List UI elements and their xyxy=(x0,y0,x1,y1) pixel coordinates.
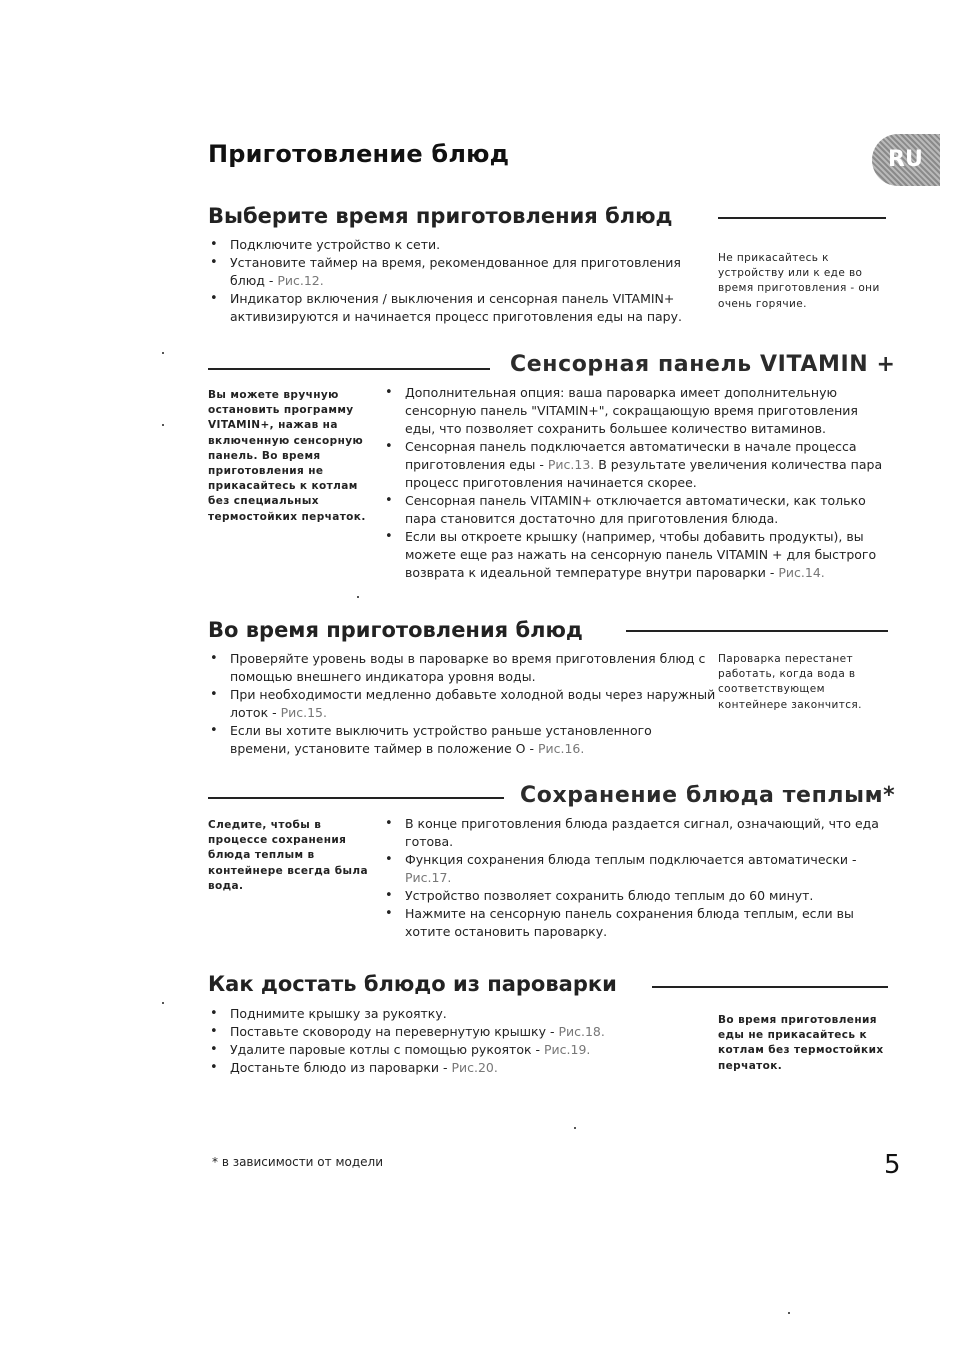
figure-ref: Рис.19. xyxy=(543,1042,591,1057)
scan-speck xyxy=(788,1312,790,1314)
figure-ref: Рис.20. xyxy=(451,1060,498,1075)
list-item: • Поднимите крышку за рукоятку. xyxy=(208,1005,688,1023)
section1-list xyxy=(208,236,686,326)
figure-ref: Рис.17. xyxy=(405,870,452,885)
heading-rule xyxy=(208,797,504,799)
list-item: • Индикатор включения / выключения и сенсорная панель VITAMIN+ активизируются и начинается процесс приготовления еды на пару. xyxy=(208,290,686,326)
list-item: • Подключите устройство к сети. xyxy=(208,236,686,254)
heading-rule xyxy=(626,630,888,632)
page-title: Приготовление блюд xyxy=(208,140,510,168)
list-item: • Если вы хотите выключить устройство раньше установленного времени, установите таймер в положение O - Рис.16. xyxy=(208,722,716,758)
scan-speck xyxy=(574,1127,576,1129)
section-heading-vitamin: Сенсорная панель VITAMIN + xyxy=(510,352,896,377)
section2-list xyxy=(383,384,891,582)
heading-rule xyxy=(208,368,490,370)
list-item: • При необходимости медленно добавьте холодной воды через наружный лоток - Рис.15. xyxy=(208,686,716,722)
heading-rule xyxy=(652,986,888,988)
figure-ref: Рис.15. xyxy=(280,705,327,720)
section-heading-remove-food: Как достать блюдо из пароварки xyxy=(208,972,617,996)
figure-ref: Рис.18. xyxy=(558,1024,605,1039)
list-item: • Проверяйте уровень воды в пароварке во время приготовления блюд с помощью внешнего индикатора уровня воды. xyxy=(208,650,716,686)
figure-ref: Рис.16. xyxy=(537,741,585,756)
section3-list xyxy=(208,650,716,758)
scan-speck xyxy=(162,352,164,354)
list-item: • Нажмите на сенсорную панель сохранения блюда теплым, если вы хотите остановить пароварку. xyxy=(383,905,891,941)
figure-ref: Рис.13. xyxy=(547,457,595,472)
scan-speck xyxy=(162,424,164,426)
side-note-water: Пароварка перестанет работать, когда вода в соответствующем контейнере закончится. xyxy=(718,653,862,711)
side-note-gloves: Во время приготовления еды не прикасайтесь к котлам без термостойких перчаток. xyxy=(718,1014,884,1072)
side-note-keep-warm: Следите, чтобы в процессе сохранения блюда теплым в контейнере всегда была вода. xyxy=(208,819,368,892)
side-note-vitamin: Вы можете вручную остановить программу VITAMIN+, нажав на включенную сенсорную панель. Во время приготовления не прикасайтесь к котлам без специальных термостойких перчаток. xyxy=(208,389,366,523)
list-item: • В конце приготовления блюда раздается сигнал, означающий, что еда готова. xyxy=(383,815,891,851)
list-item: • Если вы откроете крышку (например, чтобы добавить продукты), вы можете еще раз нажать на сенсорную панель VITAMIN + для быстрого возврата к идеальной температуре внутри пароварки - Рис.14. xyxy=(383,528,891,582)
list-item: • Поставьте сковороду на перевернутую крышку - Рис.18. xyxy=(208,1023,688,1041)
page-number: 5 xyxy=(884,1150,901,1180)
heading-rule xyxy=(718,217,886,219)
figure-ref: Рис.12. xyxy=(277,273,324,288)
figure-ref: Рис.14. xyxy=(778,565,825,580)
scan-speck xyxy=(357,596,359,598)
list-item: • Сенсорная панель VITAMIN+ отключается автоматически, как только пара становится достаточно для приготовления блюда. xyxy=(383,492,891,528)
language-badge: RU xyxy=(872,134,940,186)
section5-list xyxy=(208,1005,688,1077)
list-item: • Достаньте блюдо из пароварки - Рис.20. xyxy=(208,1059,688,1077)
list-item: • Установите таймер на время, рекомендованное для приготовления блюд - Рис.12. xyxy=(208,254,686,290)
footnote: * в зависимости от модели xyxy=(212,1155,383,1169)
list-item: • Удалите паровые котлы с помощью рукояток - Рис.19. xyxy=(208,1041,688,1059)
section4-list xyxy=(383,815,891,941)
list-item: • Дополнительная опция: ваша пароварка имеет дополнительную сенсорную панель "VITAMIN+", сокращающую время приготовления еды, что позволяет сохранить большее количество витаминов. xyxy=(383,384,891,438)
side-note-hot: Не прикасайтесь к устройству или к еде во время приготовления - они очень горячие. xyxy=(718,252,880,310)
list-item: • Функция сохранения блюда теплым подключается автоматически - Рис.17. xyxy=(383,851,891,887)
section-heading-during-cooking: Во время приготовления блюд xyxy=(208,618,583,642)
list-item: • Устройство позволяет сохранить блюдо теплым до 60 минут. xyxy=(383,887,891,905)
list-item: • Сенсорная панель подключается автоматически в начале процесса приготовления еды - Рис.13. В результате увеличения количества пара процесс приготовления начинается скорее. xyxy=(383,438,891,492)
section-heading-cooking-time: Выберите время приготовления блюд xyxy=(208,204,673,228)
section-heading-keep-warm: Сохранение блюда теплым* xyxy=(520,783,896,808)
scan-speck xyxy=(162,1002,164,1004)
